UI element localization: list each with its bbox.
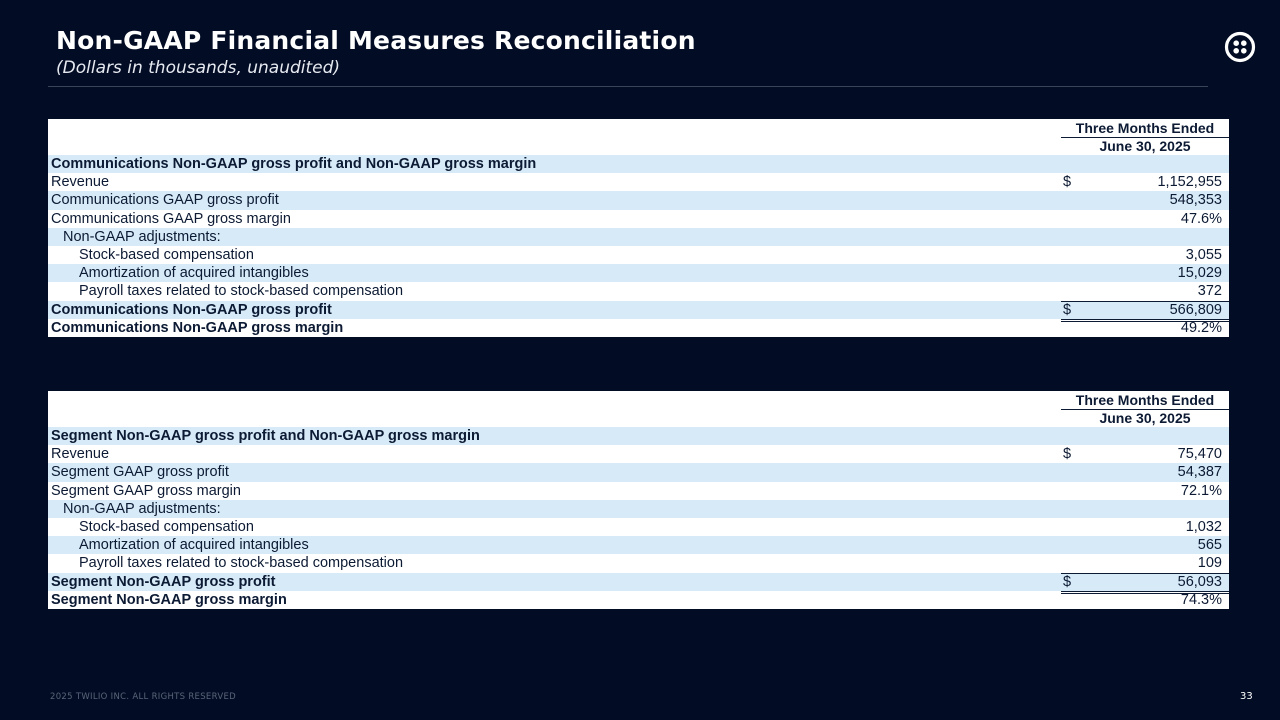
title-divider	[48, 86, 1208, 87]
table-row	[48, 482, 1229, 500]
row-label: Non-GAAP adjustments:	[63, 228, 221, 245]
row-label: Segment Non-GAAP gross margin	[51, 591, 287, 608]
table-row	[48, 191, 1229, 209]
total-row	[48, 301, 1229, 319]
section-heading-row	[48, 427, 1229, 445]
table-header	[48, 391, 1229, 427]
period-header: Three Months Ended	[1061, 119, 1229, 138]
period-date-header: June 30, 2025	[1061, 409, 1229, 428]
row-value: 1,152,955	[1157, 174, 1222, 191]
row-label: Payroll taxes related to stock-based compensation	[79, 283, 404, 300]
table-header	[48, 119, 1229, 155]
row-label: Communications Non-GAAP gross profit	[51, 301, 332, 318]
row-value: 72.1%	[1180, 482, 1222, 499]
table-row	[48, 282, 1229, 300]
currency-symbol: $	[1063, 174, 1072, 191]
row-value: 109	[1197, 555, 1222, 572]
row-label: Communications GAAP gross margin	[51, 210, 291, 227]
total-row	[48, 573, 1229, 591]
row-value: 56,093	[1177, 573, 1222, 590]
row-label: Stock-based compensation	[79, 518, 254, 535]
page-subtitle: (Dollars in thousands, unaudited)	[56, 58, 341, 78]
margin-row	[48, 591, 1229, 609]
row-label: Non-GAAP adjustments:	[63, 500, 221, 517]
row-value: 3,055	[1185, 246, 1222, 263]
row-value: 372	[1197, 283, 1222, 300]
currency-symbol: $	[1063, 301, 1072, 318]
table-row	[48, 246, 1229, 264]
table-row	[48, 173, 1229, 191]
table-row	[48, 463, 1229, 481]
table-row	[48, 210, 1229, 228]
row-label: Revenue	[51, 446, 110, 463]
table-row	[48, 536, 1229, 554]
row-value: 15,029	[1177, 265, 1222, 282]
row-label: Communications Non-GAAP gross profit and Non-GAAP gross margin	[51, 156, 537, 172]
row-label: Communications Non-GAAP gross margin	[51, 319, 344, 336]
period-date-header: June 30, 2025	[1061, 137, 1229, 156]
communications-reconciliation-table	[48, 119, 1229, 337]
row-value: 75,470	[1177, 446, 1222, 463]
row-label: Amortization of acquired intangibles	[79, 537, 309, 554]
period-header: Three Months Ended	[1061, 391, 1229, 410]
row-label: Stock-based compensation	[79, 246, 254, 263]
row-value: 47.6%	[1180, 210, 1222, 227]
row-label: Payroll taxes related to stock-based compensation	[79, 555, 404, 572]
page-number: 33	[1240, 691, 1253, 702]
row-label: Segment GAAP gross margin	[51, 482, 241, 499]
table-row	[48, 518, 1229, 536]
row-value: 49.2%	[1180, 319, 1222, 336]
row-label: Segment Non-GAAP gross profit and Non-GAAP gross margin	[51, 428, 480, 444]
copyright-footer: 2025 TWILIO INC. ALL RIGHTS RESERVED	[50, 692, 236, 702]
currency-symbol: $	[1063, 573, 1072, 590]
section-heading-row	[48, 155, 1229, 173]
table-row	[48, 264, 1229, 282]
row-value: 1,032	[1185, 518, 1222, 535]
margin-row	[48, 319, 1229, 337]
currency-symbol: $	[1063, 446, 1072, 463]
row-label: Amortization of acquired intangibles	[79, 265, 309, 282]
table-row	[48, 445, 1229, 463]
table-row	[48, 228, 1229, 246]
row-label: Segment Non-GAAP gross profit	[51, 573, 276, 590]
table-row	[48, 500, 1229, 518]
row-value: 54,387	[1177, 464, 1222, 481]
table-row	[48, 554, 1229, 572]
segment-reconciliation-table	[48, 391, 1229, 609]
page-title: Non-GAAP Financial Measures Reconciliation	[56, 26, 696, 55]
row-label: Communications GAAP gross profit	[51, 192, 279, 209]
row-value: 74.3%	[1180, 591, 1222, 608]
row-value: 548,353	[1169, 192, 1222, 209]
row-label: Segment GAAP gross profit	[51, 464, 229, 481]
row-value: 565	[1197, 537, 1222, 554]
twilio-logo-icon	[1224, 31, 1256, 63]
row-value: 566,809	[1169, 301, 1222, 318]
row-label: Revenue	[51, 174, 110, 191]
